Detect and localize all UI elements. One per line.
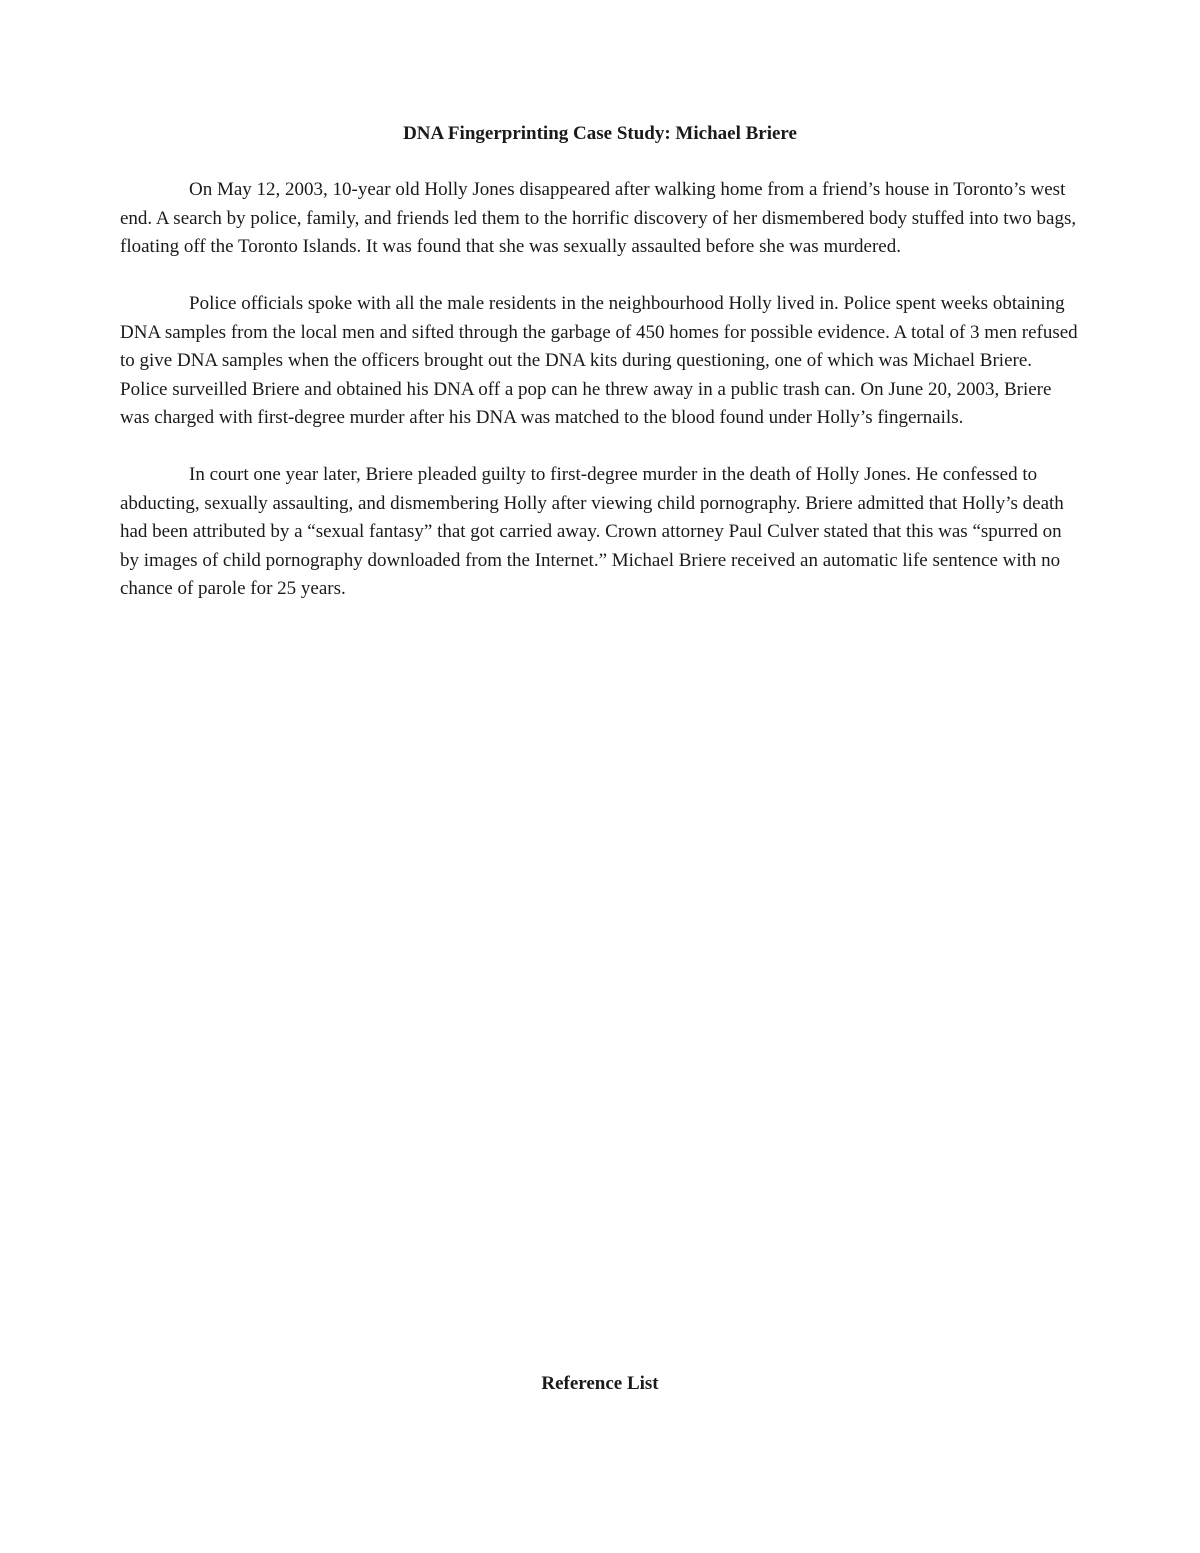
document-title: DNA Fingerprinting Case Study: Michael Briere: [403, 123, 797, 144]
document-body: [120, 176, 1080, 632]
paragraph-disappearance: On May 12, 2003, 10-year old Holly Jones disappeared after walking home from a friend’s house in Toronto’s west end. A search by police, family, and friends led them to the horrific discovery of her dismembered body stuffed into two bags, floating off the Toronto Islands. It was found that she was sexually assaulted before she was murdered.: [120, 179, 1077, 257]
paragraph-sentencing: In court one year later, Briere pleaded guilty to first-degree murder in the death of Holly Jones. He confessed to abducting, sexually assaulting, and dismembering Holly after viewing child pornography. Briere admitted that Holly’s death had been attributed by a “sexual fantasy” that got carried away. Crown attorney Paul Culver stated that this was “spurred on by images of child pornography downloaded from the Internet.” Michael Briere received an automatic life sentence with no chance of parole for 25 years.: [120, 464, 1064, 599]
paragraph-investigation: Police officials spoke with all the male residents in the neighbourhood Holly lived in. Police spent weeks obtaining DNA samples from the local men and sifted through the garbage of 450 homes for possible evidence. A total of 3 men refused to give DNA samples when the officers brought out the DNA kits during questioning, one of which was Michael Briere. Police surveilled Briere and obtained his DNA off a pop can he threw away in a public trash can. On June 20, 2003, Briere was charged with first-degree murder after his DNA was matched to the blood found under Holly’s fingernails.: [120, 293, 1078, 428]
reference-list-heading: Reference List: [541, 1373, 659, 1394]
